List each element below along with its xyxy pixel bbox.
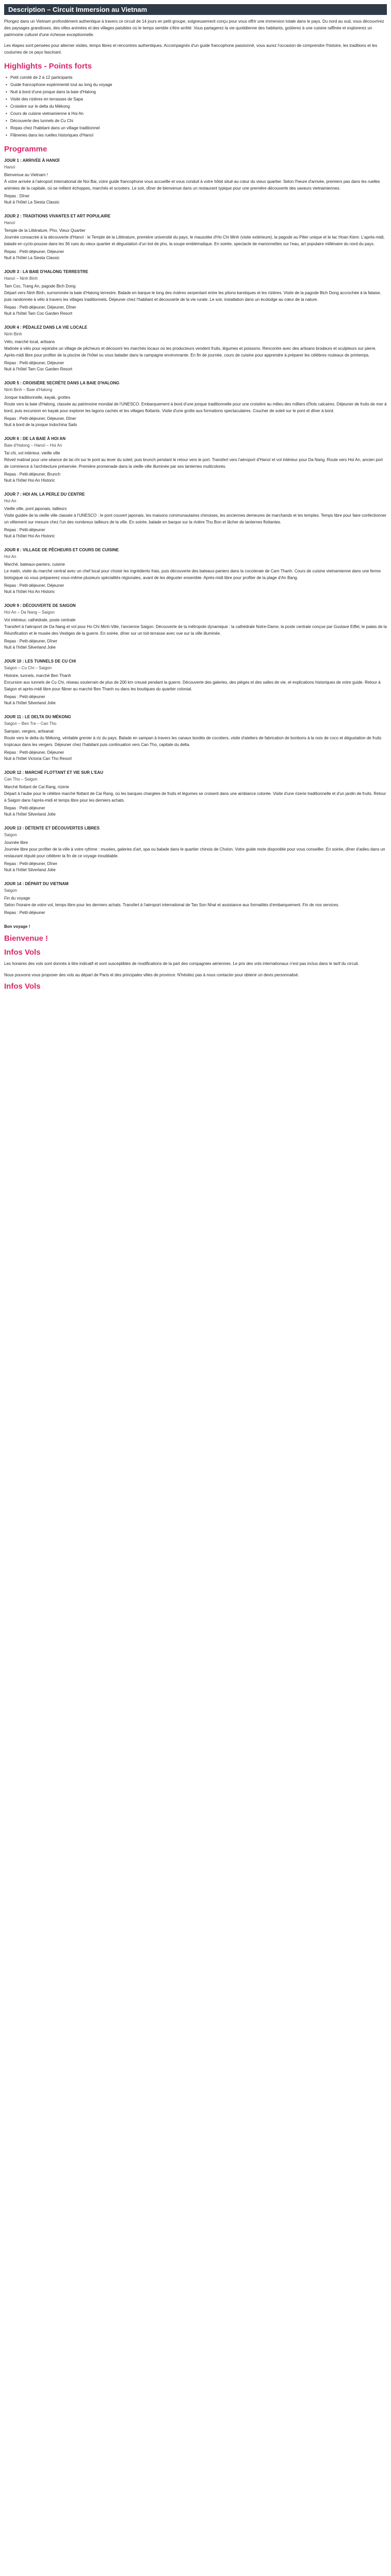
- day-location: Hanoï – Ninh Binh: [4, 276, 38, 281]
- day-block: [4, 435, 387, 484]
- day-block: [4, 157, 387, 206]
- day-heading: JOUR 2 : TRADITIONS VIVANTES ET ART POPULAIRE: [4, 214, 111, 218]
- day-location: Hanoï: [4, 221, 15, 225]
- day-meals: Repas : Petit-déjeuner, Dîner: [4, 639, 58, 643]
- highlight-item: • Petit comité de 2 à 12 participants: [4, 74, 387, 81]
- day-block: [4, 213, 387, 261]
- day-hotel: Nuit à l'hôtel Hoi An Historic: [4, 589, 55, 594]
- day-block: [4, 880, 387, 916]
- day-heading: JOUR 8 : VILLAGE DE PÊCHEURS ET COURS DE CUISINE: [4, 548, 119, 552]
- intro-paragraph: Plongez dans un Vietnam profondément authentique à travers ce circuit de 14 jours en petit groupe, soigneusement conçu pour vous offrir une immersion totale dans le pays. Du nord au sud, vous découvrirez des paysages grandioses, des villes animées et des villages paisibles où le temps semble s'être arrêté. Vous partagerez la vie quotidienne des habitants, goûterez à une cuisine raffinée et explorerez un patrimoine culturel d'une richesse exceptionnelle.: [4, 19, 384, 37]
- day-hotel: Nuit à l'hôtel Victoria Can Tho Resort: [4, 756, 72, 761]
- day-meals: Repas : Petit-déjeuner: [4, 528, 45, 532]
- day-description: Route vers la baie d'Halong, classée au patrimoine mondial de l'UNESCO. Embarquement à bord d'une jonque traditionnelle pour une croisière au milieu des milliers d'îlots calcaires. Déjeuner de fruits de mer à bord, puis excursion en kayak pour explorer les lagons cachés et les villages flottants. Visite d'une grotte aux formations spectaculaires. Coucher de soleil sur le pont et dîner à bord.: [4, 402, 387, 413]
- day-heading: JOUR 11 : LE DELTA DU MÉKONG: [4, 715, 71, 719]
- day-meta: [4, 471, 387, 484]
- footer-logo: Infos Vols: [4, 982, 41, 991]
- day-block: [4, 380, 387, 428]
- day-heading: JOUR 9 : DÉCOUVERTE DE SAIGON: [4, 603, 76, 608]
- day-description: À votre arrivée à l'aéroport international de Noi Bai, votre guide francophone vous accueille et vous conduit à votre hôtel situé au cœur du vieux quartier. Selon l'heure d'arrivée, premiers pas dans les ruelles animées de la capitale, où se mêlent échoppes, marchés et scooters. Le soir, dîner de bienvenue dans un restaurant typique pour une première découverte des saveurs vietnamiennes.: [4, 179, 380, 191]
- day-label: Tam Coc, Trang An, pagode Bich Dong: [4, 284, 76, 289]
- day-meta: [4, 360, 387, 372]
- day-location: Ninh Binh – Baie d'Halong: [4, 387, 53, 392]
- day-description: Matinée à vélo pour rejoindre un village de pêcheurs et découvrir les marchés locaux où les producteurs vendent fruits, légumes et poissons. Rencontre avec des artisans brodeurs et sculpteurs sur pierre. Après-midi libre pour profiter de la piscine de l'hôtel ou vous balader dans la campagne environnante. En fin de journée, cours de cuisine pour apprendre à préparer les célèbres rouleaux de printemps.: [4, 346, 377, 358]
- day-heading: JOUR 12 : MARCHÉ FLOTTANT ET VIE SUR L'EAU: [4, 770, 103, 775]
- day-description: Visite guidée de la vieille ville classée à l'UNESCO : le pont couvert japonais, les maisons communautaires chinoises, les anciennes demeures de marchands et les temples. Temps libre pour faire confectionner un vêtement sur mesure chez l'un des nombreux tailleurs de la ville. En soirée, balade en barque sur la rivière Thu Bon et lâcher de lanternes flottantes.: [4, 513, 387, 524]
- day-description: Journée consacrée à la découverte d'Hanoï : le Temple de la Littérature, première université du pays, le mausolée d'Ho Chi Minh (visite extérieure), la pagode au Pilier unique et le lac Hoan Kiem. L'après-midi, balade en cyclo-pousse dans les 36 rues du vieux quartier et dégustation d'un bol de pho, la soupe emblématique. En soirée, spectacle de marionnettes sur l'eau, art populaire millénaire du nord du pays.: [4, 235, 385, 246]
- day-block: [4, 547, 387, 595]
- day-heading: JOUR 13 : DÉTENTE ET DÉCOUVERTES LIBRES: [4, 826, 100, 831]
- day-location: Hanoï: [4, 165, 15, 170]
- day-hotel: Nuit à l'hôtel La Siesta Classic: [4, 200, 60, 205]
- day-block: [4, 602, 387, 651]
- day-meals: Repas : Dîner: [4, 194, 30, 198]
- info-title: Infos Vols: [4, 948, 41, 957]
- day-meta: [4, 694, 387, 706]
- info-paragraph: Les horaires des vols sont donnés à titre indicatif et sont susceptibles de modifications de la part des compagnies aériennes. Le prix des vols internationaux n'est pas inclus dans le tarif du circuit.: [4, 961, 360, 966]
- day-label: Vol intérieur, cathédrale, poste centrale: [4, 618, 76, 622]
- day-description: Journée libre pour profiter de la ville à votre rythme : musées, galeries d'art, spa ou balade dans le quartier chinois de Cholon. Votre guide reste disponible pour vous conseiller. En soirée, dîner d'adieu dans un restaurant réputé pour célébrer la fin de ce voyage inoubliable.: [4, 847, 385, 858]
- info-paragraph: Nous pouvons vous proposer des vols au départ de Paris et des principales villes de province. N'hésitez pas à nous contacter pour obtenir un devis personnalisé.: [4, 973, 299, 977]
- day-meals: Repas : Petit-déjeuner, Déjeuner, Dîner: [4, 416, 76, 421]
- day-heading: JOUR 4 : PÉDALEZ DANS LA VIE LOCALE: [4, 325, 88, 330]
- day-description: Transfert à l'aéroport de Da Nang et vol pour Ho Chi Minh-Ville, l'ancienne Saigon. Découverte de la métropole dynamique : la cathédrale Notre-Dame, la poste centrale conçue par Gustave Eiffel, le palais de la Réunification et le musée des Vestiges de la guerre. En soirée, dîner sur un toit-terrasse avec vue sur la ville illuminée.: [4, 624, 387, 636]
- day-description: Route vers le delta du Mékong, véritable grenier à riz du pays. Balade en sampan à travers les canaux bordés de cocotiers, visite d'ateliers de fabrication de bonbons à la noix de coco et dégustation de fruits tropicaux dans les vergers. Déjeuner chez l'habitant puis continuation vers Can Tho, capitale du delta.: [4, 736, 382, 747]
- highlights-title: Highlights - Points forts: [4, 62, 92, 71]
- day-meals: Repas : Petit-déjeuner, Dîner: [4, 861, 58, 866]
- day-block: [4, 658, 387, 706]
- closing-text: Bon voyage !: [4, 924, 30, 929]
- day-meals: Repas : Petit-déjeuner: [4, 694, 45, 699]
- day-meta: [4, 193, 387, 206]
- day-location: Hoi An: [4, 554, 17, 559]
- day-hotel: Nuit à l'hôtel La Siesta Classic: [4, 256, 60, 260]
- day-block: [4, 491, 387, 539]
- day-label: Vieille ville, pont japonais, tailleurs: [4, 506, 67, 511]
- day-meals: Repas : Petit-déjeuner, Déjeuner: [4, 361, 64, 365]
- info-section: [4, 960, 387, 978]
- day-meta: [4, 249, 387, 261]
- program-days: [4, 157, 387, 916]
- day-heading: JOUR 10 : LES TUNNELS DE CU CHI: [4, 659, 76, 664]
- day-heading: JOUR 5 : CROISIÈRE SECRÈTE DANS LA BAIE D'HALONG: [4, 381, 120, 385]
- day-meta: [4, 910, 387, 916]
- day-block: [4, 769, 387, 818]
- day-meals: Repas : Petit-déjeuner, Déjeuner: [4, 249, 64, 254]
- day-meta: [4, 750, 387, 762]
- day-location: Saigon: [4, 888, 17, 893]
- day-meals: Repas : Petit-déjeuner: [4, 806, 45, 810]
- day-label: Sampan, vergers, artisanat: [4, 729, 54, 734]
- day-meals: Repas : Petit-déjeuner, Brunch: [4, 472, 60, 477]
- day-heading: JOUR 6 : DE LA BAIE À HOI AN: [4, 436, 66, 441]
- highlight-item: • Croisière sur le delta du Mékong: [4, 103, 387, 110]
- welcome-title: Bienvenue !: [4, 934, 48, 943]
- day-hotel: Nuit à l'hôtel Silverland Jolie: [4, 645, 56, 650]
- day-meals: Repas : Petit-déjeuner, Déjeuner, Dîner: [4, 305, 76, 310]
- day-description: Le matin, visite du marché central avec un chef local pour choisir les ingrédients frais, puis découverte des bateaux-paniers dans la cocoteraie de Cam Thanh. Cours de cuisine vietnamienne dans une ferme biologique où vous préparerez vous-même plusieurs spécialités régionales, avant de les déguster ensemble. Après-midi libre pour profiter de la plage d'An Bang.: [4, 569, 381, 580]
- day-location: Can Tho – Saigon: [4, 777, 38, 782]
- day-location: Hoi An – Da Nang – Saigon: [4, 610, 55, 615]
- day-hotel: Nuit à l'hôtel Silverland Jolie: [4, 701, 56, 705]
- day-description: Départ vers Ninh Binh, surnommée la baie d'Halong terrestre. Balade en barque le long des rivières serpentant entre les pitons karstiques et les rizières. Visite de la pagode Bich Dong accrochée à la falaise, puis randonnée à vélo à travers les villages traditionnels. Déjeuner chez l'habitant et découverte de la vie rurale. Le soir, installation dans un écolodge au cœur de la nature.: [4, 291, 381, 302]
- day-label: Jonque traditionnelle, kayak, grottes: [4, 395, 71, 400]
- highlight-item: • Visite des rizières en terrasses de Sapa: [4, 96, 387, 103]
- day-location: Ninh Binh: [4, 332, 22, 336]
- page: [0, 4, 391, 997]
- day-label: Histoire, tunnels, marché Ben Thanh: [4, 673, 71, 678]
- day-heading: JOUR 7 : HOI AN, LA PERLE DU CENTRE: [4, 492, 85, 497]
- day-description: Selon l'horaire de votre vol, temps libre pour les derniers achats. Transfert à l'aéroport international de Tan Son Nhat et assistance aux formalités d'embarquement. Fin de nos services.: [4, 903, 339, 907]
- day-label: Fin du voyage: [4, 896, 30, 901]
- day-heading: JOUR 14 : DÉPART DU VIETNAM: [4, 882, 69, 886]
- day-label: Vélo, marché local, artisans: [4, 340, 55, 344]
- highlight-item: • Repas chez l'habitant dans un village traditionnel: [4, 125, 387, 131]
- day-location: Hoi An: [4, 499, 17, 503]
- highlight-item: • Découverte des tunnels de Cu Chi: [4, 117, 387, 124]
- day-label: Marché flottant de Cai Rang, rizerie: [4, 785, 69, 789]
- day-meals: Repas : Petit-déjeuner, Déjeuner: [4, 583, 64, 588]
- day-description: Départ à l'aube pour le célèbre marché flottant de Cai Rang, où les barques chargées de fruits et légumes se croisent dans une ambiance colorée. Visite d'une rizerie traditionnelle et d'un jardin de fruits. Retour à Saigon dans l'après-midi et temps libre pour les derniers achats.: [4, 791, 386, 803]
- intro-paragraph: Les étapes sont pensées pour alterner visites, temps libres et rencontres authentiques. Accompagnés d'un guide francophone passionné, vous aurez l'occasion de comprendre l'histoire, les traditions et les coutumes de ce pays fascinant.: [4, 43, 378, 55]
- day-block: [4, 714, 387, 762]
- day-block: [4, 324, 387, 372]
- day-description: Réveil matinal pour une séance de tai chi sur le pont au lever du soleil, puis brunch pendant le retour vers le port. Transfert vers l'aéroport d'Hanoï et vol intérieur pour Da Nang. Route vers Hoi An, ancien port de commerce à l'architecture préservée. Première promenade dans la vieille ville illuminée par ses lanternes multicolores.: [4, 457, 383, 469]
- intro: [4, 18, 387, 56]
- day-meta: [4, 805, 387, 818]
- day-location: Baie d'Halong – Hanoï – Hoi An: [4, 443, 62, 448]
- day-location: Saigon – Cu Chi – Saigon: [4, 666, 52, 670]
- highlight-item: • Nuit à bord d'une jonque dans la baie d'Halong: [4, 89, 387, 95]
- day-meals: Repas : Petit-déjeuner: [4, 910, 45, 915]
- day-hotel: Nuit à bord de la jonque Indochina Sails: [4, 422, 77, 427]
- day-label: Marché, bateaux-paniers, cuisine: [4, 562, 65, 567]
- day-label: Journée libre: [4, 840, 28, 845]
- day-hotel: Nuit à l'hôtel Silverland Jolie: [4, 868, 56, 872]
- day-label: Bienvenue au Vietnam !: [4, 173, 48, 177]
- highlights-list: [4, 74, 387, 139]
- day-label: Tai chi, vol intérieur, vieille ville: [4, 451, 60, 455]
- day-meta: [4, 638, 387, 651]
- page-title: Description – Circuit Immersion au Vietnam: [4, 4, 387, 15]
- day-hotel: Nuit à l'hôtel Tam Coc Garden Resort: [4, 367, 73, 371]
- day-meta: [4, 416, 387, 428]
- day-meta: [4, 861, 387, 873]
- day-meta: [4, 304, 387, 317]
- day-block: [4, 268, 387, 317]
- day-location: Saigon – Ben Tre – Can Tho: [4, 721, 57, 726]
- highlight-item: • Cours de cuisine vietnamienne à Hoi An: [4, 110, 387, 117]
- day-description: Excursion aux tunnels de Cu Chi, réseau souterrain de plus de 200 km creusé pendant la guerre. Découverte des galeries, des pièges et des salles de vie, et explications historiques de votre guide. Retour à Saigon et après-midi libre pour flâner au marché Ben Thanh ou dans les boutiques du quartier colonial.: [4, 680, 381, 691]
- day-meta: [4, 583, 387, 595]
- day-meals: Repas : Petit-déjeuner, Déjeuner: [4, 750, 64, 755]
- day-label: Temple de la Littérature, Pho, Vieux Quartier: [4, 228, 86, 233]
- day-hotel: Nuit à l'hôtel Tam Coc Garden Resort: [4, 311, 73, 316]
- day-heading: JOUR 3 : LA BAIE D'HALONG TERRESTRE: [4, 269, 88, 274]
- highlight-item: • Flâneries dans les ruelles historiques d'Hanoï: [4, 132, 387, 139]
- day-hotel: Nuit à l'hôtel Hoi An Historic: [4, 534, 55, 538]
- highlight-item: • Guide francophone expérimenté tout au long du voyage: [4, 81, 387, 88]
- day-hotel: Nuit à l'hôtel Silverland Jolie: [4, 812, 56, 817]
- day-meta: [4, 527, 387, 539]
- day-location: Saigon: [4, 833, 17, 837]
- program-title: Programme: [4, 145, 47, 154]
- day-hotel: Nuit à l'hôtel Hoi An Historic: [4, 478, 55, 483]
- day-heading: JOUR 1 : ARRIVÉE À HANOÏ: [4, 158, 60, 163]
- day-block: [4, 825, 387, 873]
